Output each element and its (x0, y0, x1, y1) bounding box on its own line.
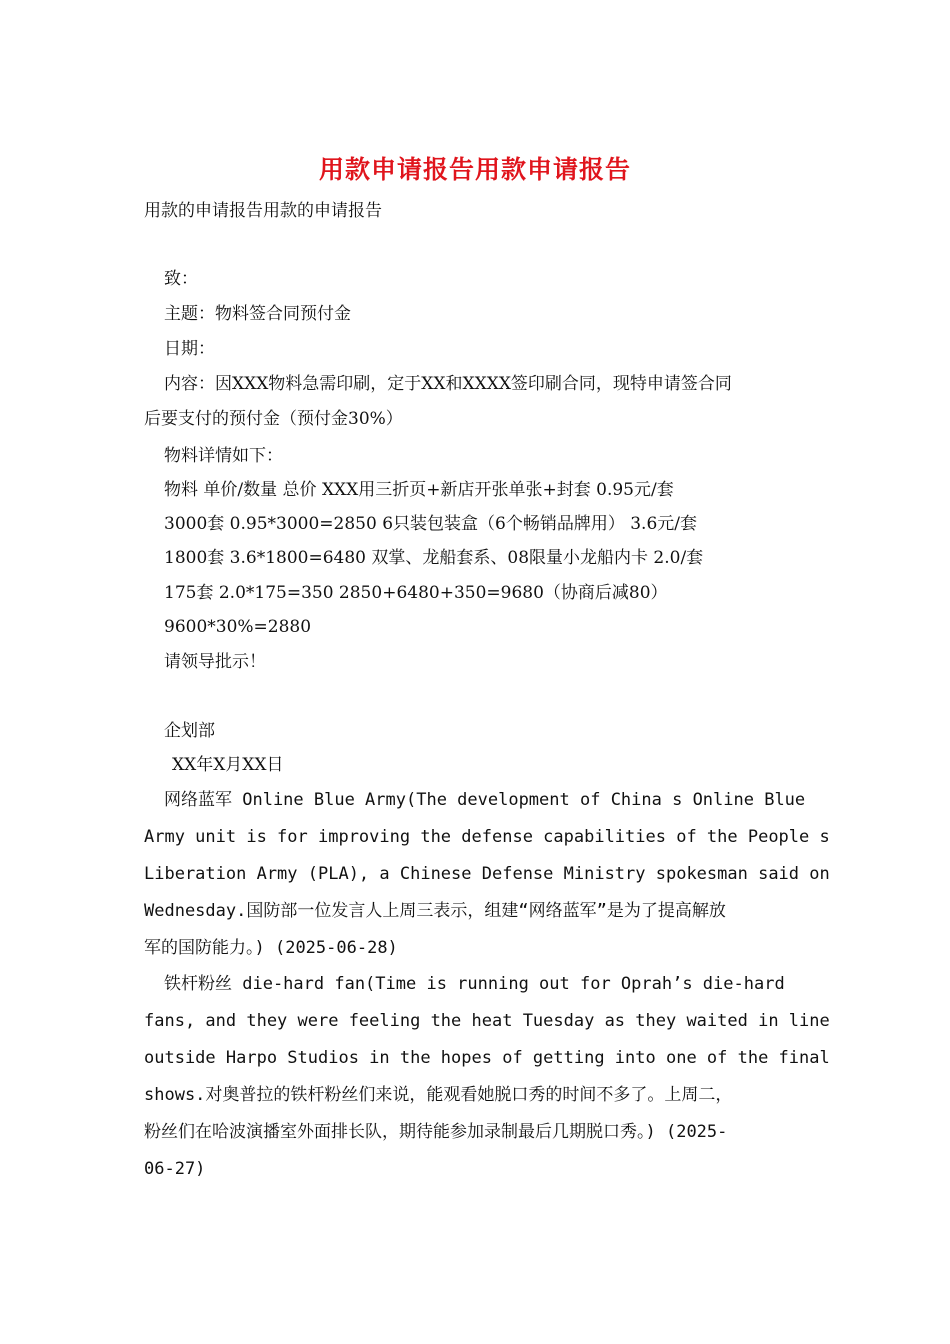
department-signature: 企划部 (164, 721, 215, 741)
memo-to: 致： (164, 269, 198, 289)
approval-request: 请领导批示！ (164, 652, 266, 672)
details-line: 1800套 3.6*1800=6480 双掌、龙船套系、08限量小龙船内卡 2.0/套 (164, 548, 704, 568)
memo-date: 日期： (164, 339, 215, 359)
memo-content-line-1: 内容：因XXX物料急需印刷，定于XX和XXXX签印刷合同，现特申请签合同 (164, 374, 732, 394)
signature-date: XX年X月XX日 (172, 755, 284, 775)
details-line: 175套 2.0*175=350 2850+6480+350=9680（协商后减80） (164, 583, 668, 603)
note-line: 06-27) (144, 1159, 206, 1179)
details-line: 3000套 0.95*3000=2850 6只装包装盒（6个畅销品牌用） 3.6元/套 (164, 514, 697, 534)
note-line: 粉丝们在哈波演播室外面排长队，期待能参加录制最后几期脱口秀。) (2025- (144, 1122, 728, 1142)
memo-content-line-2: 后要支付的预付金（预付金30%） (144, 409, 403, 429)
note-line: Army unit is for improving the defense capabilities of the People s (144, 827, 830, 847)
note-line: 铁杆粉丝 die-hard fan(Time is running out for Oprah’s die-hard (164, 974, 785, 994)
document-title: 用款申请报告用款申请报告 (318, 155, 631, 184)
note-line: 网络蓝军 Online Blue Army(The development of China s Online Blue (164, 790, 806, 810)
note-line: 军的国防能力。) (2025-06-28) (144, 938, 398, 958)
memo-subject: 主题：物料签合同预付金 (164, 304, 351, 324)
document-subtitle: 用款的申请报告用款的申请报告 (144, 201, 382, 221)
details-heading: 物料详情如下： (164, 446, 283, 466)
note-line: outside Harpo Studios in the hopes of getting into one of the final (144, 1048, 830, 1068)
note-line: Wednesday.国防部一位发言人上周三表示，组建“网络蓝军”是为了提高解放 (144, 901, 726, 921)
details-line: 9600*30%=2880 (164, 617, 312, 637)
note-line: shows.对奥普拉的铁杆粉丝们来说，能观看她脱口秀的时间不多了。上周二， (144, 1085, 733, 1105)
note-line: fans, and they were feeling the heat Tuesday as they waited in line (144, 1011, 830, 1031)
details-line: 物料 单价/数量 总价 XXX用三折页+新店开张单张+封套 0.95元/套 (164, 480, 674, 500)
note-line: Liberation Army (PLA), a Chinese Defense Ministry spokesman said on (144, 864, 830, 884)
